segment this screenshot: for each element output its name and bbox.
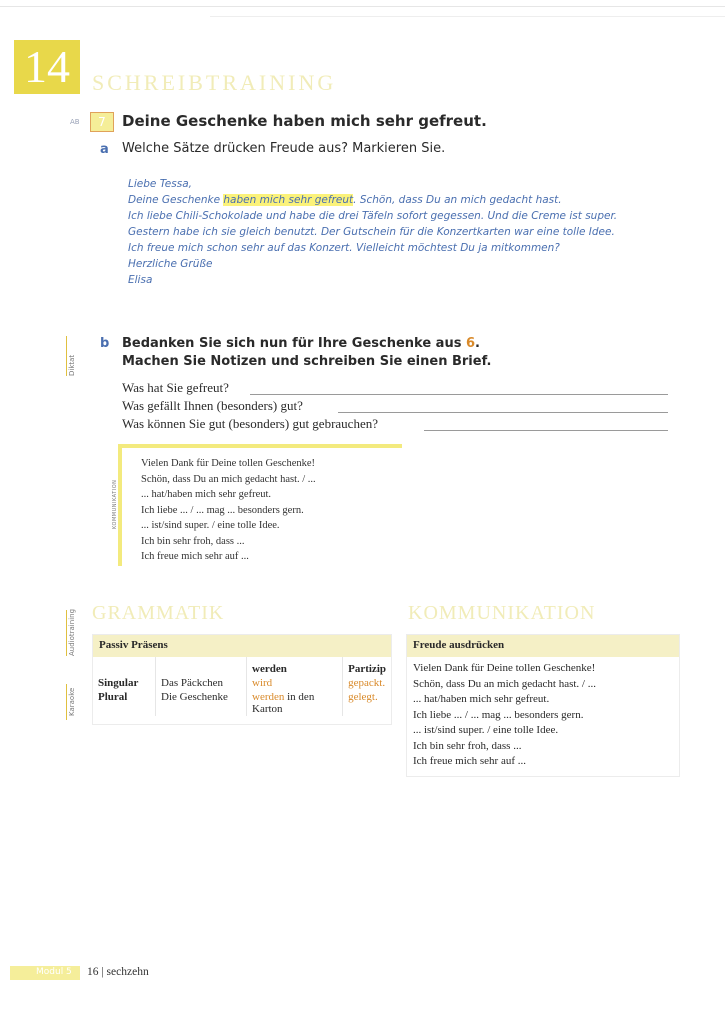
komm-phrase: ... hat/haben mich sehr gefreut. [141,489,272,500]
letter-signature: Elisa [128,274,153,286]
kommunikation-heading: KOMMUNIKATION [408,602,596,624]
komm-phrase: Ich bin sehr froh, dass ... [141,535,245,547]
komm-box-phrases [141,456,316,565]
komm-phrase: Ich freue mich sehr auf ... [141,551,249,562]
row-werden-extra: in den Karton [252,691,315,715]
table-row [93,690,391,716]
letter-line-4: Ich freue mich schon sehr auf das Konzert. Vielleicht möchtest Du ja mitkommen? [128,242,560,254]
letter-line-2: Ich liebe Chili-Schokolade und habe die drei Täfeln sofort gegessen. Und die Creme ist super. [128,210,618,222]
row-werden: wird [247,676,343,690]
row-label: Plural [93,690,156,716]
letter-greeting: Liebe Tessa, [128,178,192,190]
kommunikation-phrase: Ich liebe ... / ... mag ... besonders gern. [413,708,584,721]
letter-line-3: Gestern habe ich sie gleich benutzt. Der Gutschein für die Konzertkarten war eine tolle Idee. [128,226,615,238]
kommunikation-box [406,634,680,777]
col-header-partizip: Partizip [348,663,386,675]
letter-line-1-start: Deine Geschenke [128,194,224,206]
workbook-label: AB [70,118,80,126]
row-werden: werden [252,691,285,703]
answer-line-2[interactable] [338,412,668,413]
row-partizip: gepackt. [348,677,386,689]
kommunikation-phrase: Schön, dass Du an mich gedacht hast. / ... [413,677,596,690]
top-rule [0,6,725,7]
task-number-badge: 7 [90,112,114,132]
kommunikation-phrase: Ich bin sehr froh, dass ... [413,739,522,752]
rail-tick-diktat [66,336,67,376]
grammatik-box-title: Passiv Präsens [93,635,391,657]
part-b-line-1 [122,335,491,353]
lesson-title: SCHREIBTRAINING [92,70,337,95]
question-3: Was können Sie gut (besonders) gut gebrauchen? [122,416,378,431]
letter-line-1 [128,192,688,208]
komm-phrase: Ich liebe ... / ... mag ... besonders gern. [141,504,304,516]
lesson-number-badge: 14 [14,40,80,94]
col-header-werden: werden [247,657,343,676]
rail-label-audiotraining[interactable]: Audiotraining [68,608,76,656]
rail-tick-karaoke [66,684,67,720]
komm-box-top-bar [118,444,402,448]
komm-phrase: Vielen Dank für Deine tollen Geschenke! [141,458,316,469]
row-noun: Das Päckchen [156,676,247,690]
komm-phrase: Schön, dass Du an mich gedacht hast. / ... [141,473,316,485]
kommunikation-phrase: ... hat/haben mich sehr gefreut. [413,693,550,705]
kommunikation-phrase: Ich freue mich sehr auf ... [413,755,527,767]
task-title: Deine Geschenke haben mich sehr gefreut. [122,112,487,130]
question-2: Was gefällt Ihnen (besonders) gut? [122,398,303,413]
part-b-label: b [100,336,110,351]
grammatik-heading: GRAMMATIK [92,602,225,624]
letter-closing: Herzliche Grüße [128,258,213,270]
part-b-reference-number: 6 [465,336,476,351]
kommunikation-phrase: Vielen Dank für Deine tollen Geschenke! [413,662,596,674]
top-rule-secondary [210,16,725,17]
passiv-table [93,657,391,724]
komm-phrase: ... ist/sind super. / eine tolle Idee. [141,520,280,531]
rail-label-diktat[interactable]: Diktat [68,354,76,376]
part-b-line-1-end: . [475,336,480,351]
question-1: Was hat Sie gefreut? [122,380,229,395]
komm-box-side-bar [118,444,122,566]
page-number: 16 | sechzehn [87,966,149,978]
part-b-instruction [122,335,491,371]
kommunikation-phrase: ... ist/sind super. / eine tolle Idee. [413,724,559,736]
kommunikation-box-title: Freude ausdrücken [407,635,679,657]
letter-line-1-end: . Schön, dass Du an mich gedacht hast. [353,194,562,206]
row-partizip: gelegt. [348,691,378,703]
part-b-line-1-start: Bedanken Sie sich nun für Ihre Geschenke aus [122,336,466,351]
table-header-row [93,657,391,676]
part-a-label: a [100,142,109,157]
handwritten-letter [128,176,688,288]
highlighted-phrase: haben mich sehr gefreut [223,194,354,206]
row-noun: Die Geschenke [156,690,247,716]
komm-box-vertical-label: KOMMUNIKATION [112,479,118,529]
part-b-line-2: Machen Sie Notizen und schreiben Sie einen Brief. [122,354,492,369]
answer-line-1[interactable] [250,394,668,395]
rail-tick-audiotraining [66,610,67,656]
footer-module-label: Modul 5 [36,967,72,977]
kommunikation-phrases [407,657,679,776]
answer-line-3[interactable] [424,430,668,431]
row-label: Singular [93,676,156,690]
row-werden-cell [247,690,343,716]
grammatik-box [92,634,392,725]
part-a-instruction: Welche Sätze drücken Freude aus? Markieren Sie. [122,141,446,156]
table-row [93,676,391,690]
rail-label-karaoke[interactable]: Karaoke [68,687,76,716]
